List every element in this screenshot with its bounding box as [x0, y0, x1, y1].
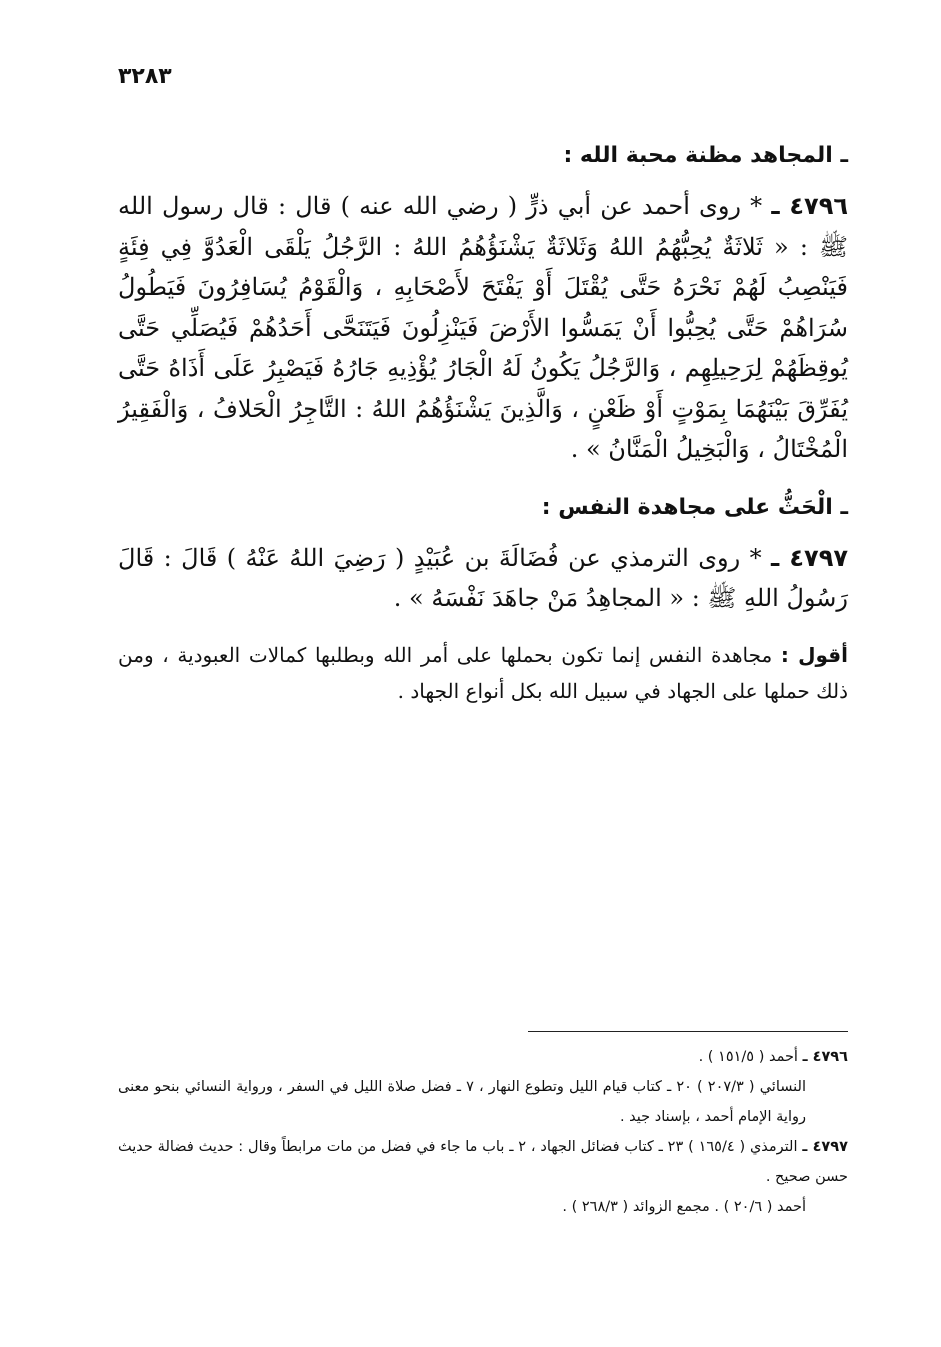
footnotes: [118, 1042, 848, 1222]
footnote-line: [118, 1132, 848, 1192]
page-number: ٣٢٨٣: [118, 64, 172, 89]
footnote-line: [118, 1042, 848, 1072]
hadith-text: * روى الترمذي عن فُضَالَةَ بن عُبَيْدٍ ( رَضِيَ اللهُ عَنْهُ ) قَالَ : قَالَ رَسُولُ اللهِ ﷺ : « المجاهِدُ مَنْ جاهَدَ نَفْسَهُ » .: [118, 543, 848, 612]
section-heading-2: ـ الْحَثُّ على مجاهدة النفس :: [541, 494, 848, 520]
footnote-separator: [528, 1031, 848, 1032]
hadith-4797: [118, 538, 848, 619]
note-label: أقول :: [780, 642, 848, 667]
hadith-4796: [118, 186, 848, 470]
hadith-number: ٤٧٩٦ ـ: [771, 192, 848, 220]
main-text: [118, 136, 848, 709]
note-text: مجاهدة النفس إنما تكون بحملها على أمر الله وبطلبها كمالات العبودية ، ومن ذلك حملها على الجهاد في سبيل الله بكل أنواع الجهاد .: [118, 642, 848, 703]
hadith-number: ٤٧٩٧ ـ: [771, 543, 848, 572]
footnote-line: النسائي ( ٢٠٧/٣ ) ٢٠ ـ كتاب قيام الليل وتطوع النهار ، ٧ ـ فضل صلاة الليل في السفر ، ورواية النسائي بنحو معنى رواية الإمام أحمد ، بإسناد جيد .: [118, 1079, 806, 1125]
author-note: [118, 637, 848, 709]
footnote-line: أحمد ( ٢٠/٦ ) . مجمع الزوائد ( ٢٦٨/٣ ) .: [562, 1199, 806, 1215]
footnote-number: ٤٧٩٦ ـ: [802, 1049, 848, 1065]
hadith-text: * روى أحمد عن أبي ذرٍّ ( رضي الله عنه ) قال : قال رسول الله ﷺ : « ثَلاثَةٌ يُحِبُّهُمُ اللهُ وَثَلاثَةٌ يَشْنَؤُهُمُ اللهُ : الرَّجُلُ يَلْقَى الْعَدُوَّ فِي فِئَةٍ فَيَنْصِبُ لَهُمْ نَحْرَهُ حَتَّى يُقْتَلَ أَوْ يَفْتَحَ لأَصْحَابِهِ ، وَالْقَوْمُ يُسَافِرُونَ فَيَطُولُ سُرَاهُمْ حَتَّى يُحِبُّوا أَنْ يَمَسُّوا الأَرْضَ فَيَنْزِلُونَ فَيَتَنَحَّى أَحَدُهُمْ فَيُصَلِّي حَتَّى يُوقِظَهُمْ لِرَحِيلِهِم ، وَالرَّجُلُ يَكُونُ لَهُ الْجَارُ يُؤْذِيهِ جَارُهُ فَيَصْبِرُ عَلَى أَذَاهُ حَتَّى يُفَرِّقَ بَيْنَهُمَا بِمَوْتٍ أَوْ ظَعْنٍ ، وَالَّذِينَ يَشْنَؤُهُمُ اللهُ : التَّاجِرُ الْحَلافُ ، وَالْفَقِيرُ الْمُخْتَالُ ، وَالْبَخِيلُ الْمَنَّانُ » .: [118, 192, 848, 463]
footnote-text: الترمذي ( ١٦٥/٤ ) ٢٣ ـ كتاب فضائل الجهاد ، ٢ ـ باب ما جاء في فضل من مات مرابطاً وقال : حديث فضالة حديث حسن صحيح .: [118, 1139, 848, 1185]
section-heading-1: ـ المجاهد مظنة محبة الله :: [563, 143, 848, 168]
footnote-text: أحمد ( ١٥١/٥ ) .: [698, 1049, 798, 1065]
footnote-number: ٤٧٩٧ ـ: [802, 1139, 848, 1155]
